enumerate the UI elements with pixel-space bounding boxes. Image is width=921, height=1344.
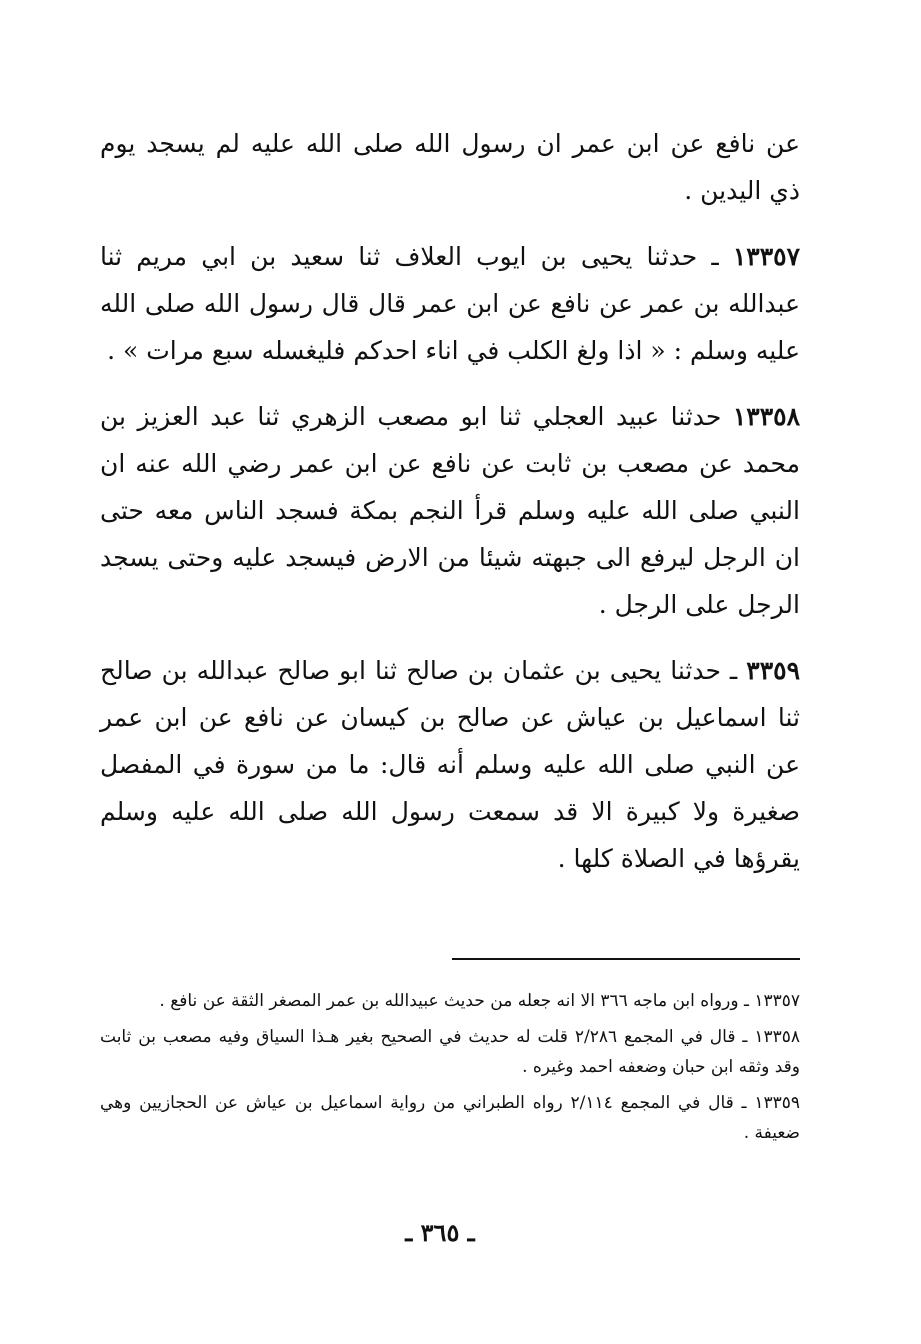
- hadith-text: ـ حدثنا يحيى بن ايوب العلاف ثنا سعيد بن ابي مريم ثنا عبدالله بن عمر عن نافع عن ابن عمر قال قال رسول الله صلى الله عليه وسلم : « اذا ولغ الكلب في اناء احدكم فليغسله سبع مرات » .: [100, 242, 800, 365]
- main-text: [100, 120, 800, 901]
- hadith-number: ١٣٣٥٨: [732, 402, 800, 431]
- hadith-number: ٣٣٥٩: [746, 656, 800, 685]
- hadith-number: ١٣٣٥٧: [732, 242, 800, 271]
- footnote-text: ـ ورواه ابن ماجه ٣٦٦ الا انه جعله من حديث عبيدالله بن عمر المصغر الثقة عن نافع .: [159, 991, 749, 1011]
- paragraph-continuation: [100, 120, 800, 214]
- footnote-text: ـ قال في المجمع ٢/٢٨٦ قلت له حديث في الصحيح بغير هـذا السياق وفيه مصعب بن ثابت وقد وثقه ابن حبان وضعفه احمد وغيره .: [100, 1027, 800, 1077]
- paragraph-hadith-13358: [100, 393, 800, 628]
- footnote-number: ١٣٣٥٩: [754, 1093, 800, 1113]
- hadith-text: عن نافع عن ابن عمر ان رسول الله صلى الله عليه لم يسجد يوم ذي اليدين .: [100, 129, 800, 205]
- footnote-13359: [100, 1088, 800, 1148]
- footnote-13358: [100, 1022, 800, 1082]
- footnote-number: ١٣٣٥٨: [754, 1027, 800, 1047]
- page-number: ـ ٣٦٥ ـ: [405, 1218, 475, 1247]
- paragraph-hadith-3359: [100, 647, 800, 882]
- paragraph-hadith-13357: [100, 233, 800, 374]
- footnote-13357: [100, 986, 800, 1016]
- hadith-text: ـ حدثنا يحيى بن عثمان بن صالح ثنا ابو صالح عبدالله بن صالح ثنا اسماعيل بن عياش عن صالح بن كيسان عن نافع عن ابن عمر عن النبي صلى الله عليه وسلم أنه قال: ما من سورة في المفصل صغيرة ولا كبيرة الا قد سمعت رسول الله صلى الله عليه وسلم يقرؤها في الصلاة كلها .: [100, 656, 800, 873]
- footnote-text: ـ قال في المجمع ٢/١١٤ رواه الطبراني من رواية اسماعيل بن عياش عن الحجازيين وهي ضعيفة .: [100, 1093, 800, 1143]
- footnotes: [100, 986, 800, 1154]
- footnote-number: ١٣٣٥٧: [754, 991, 800, 1011]
- footnote-divider: [452, 958, 800, 960]
- hadith-text: حدثنا عبيد العجلي ثنا ابو مصعب الزهري ثنا عبد العزيز بن محمد عن مصعب بن ثابت عن نافع عن ابن عمر رضي الله عنه ان النبي صلى الله عليه وسلم قرأ النجم بمكة فسجد الناس معه حتى ان الرجل ليرفع الى جبهته شيئا من الارض فيسجد عليه وحتى يسجد الرجل على الرجل .: [100, 402, 800, 619]
